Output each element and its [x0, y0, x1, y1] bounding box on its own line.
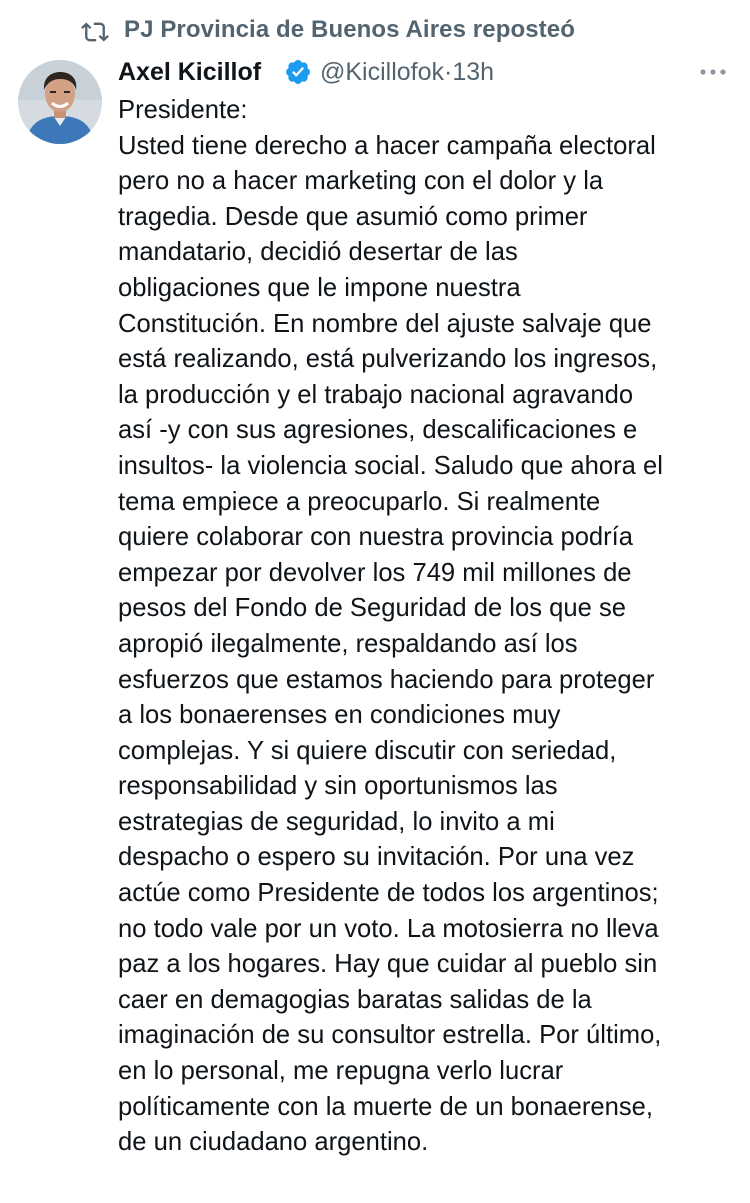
tweet-line: estrategias de seguridad, lo invito a mi	[118, 807, 555, 836]
time-separator: ·	[444, 58, 453, 86]
tweet-line: esfuerzos que estamos haciendo para proteger	[118, 665, 655, 694]
tweet-time[interactable]: 13h	[452, 58, 495, 86]
tweet-line: insultos- la violencia social. Saludo que ahora el	[118, 451, 663, 480]
tweet-line: responsabilidad y sin oportunismos las	[118, 772, 558, 801]
tweet-line: Constitución. En nombre del ajuste salvaje que	[118, 309, 652, 338]
tweet-line: apropió ilegalmente, respaldando así los	[118, 629, 578, 658]
tweet-text	[118, 93, 743, 1161]
more-options-icon[interactable]	[698, 66, 728, 78]
tweet-line: pesos del Fondo de Seguridad de los que se	[118, 594, 626, 623]
tweet-line: Presidente:	[118, 96, 248, 124]
tweet-line: Usted tiene derecho a hacer campaña electoral	[118, 131, 656, 160]
tweet-line: tema empiece a preocuparlo. Si realmente	[118, 487, 601, 516]
tweet-header	[118, 56, 738, 94]
tweet-line: de un ciudadano argentino.	[118, 1128, 429, 1157]
tweet-line: caer en demagogias baratas salidas de la	[118, 985, 592, 1014]
tweet-line: tragedia. Desde que asumió como primer	[118, 202, 588, 231]
tweet-line: despacho o espero su invitación. Por una vez	[118, 843, 635, 872]
author-handle[interactable]: @Kicillofok	[320, 58, 445, 86]
tweet-line: a los bonaerenses en condiciones muy	[118, 701, 561, 730]
tweet-line: quiere colaborar con nuestra provincia podría	[118, 523, 634, 552]
tweet-line: no todo vale por un voto. La motosierra no lleva	[118, 914, 659, 943]
tweet-line: así -y con sus agresiones, descalificaciones e	[118, 416, 638, 445]
tweet-line: está realizando, está pulverizando los ingresos,	[118, 345, 658, 374]
author-name[interactable]: Axel Kicillof	[118, 58, 262, 86]
avatar-image	[18, 60, 102, 144]
tweet-line: empezar por devolver los 749 mil millones de	[118, 558, 632, 587]
tweet-line: la producción y el trabajo nacional agravando	[118, 380, 634, 409]
tweet-line: pero no a hacer marketing con el dolor y la	[118, 167, 604, 196]
tweet-line: complejas. Y si quiere discutir con seriedad,	[118, 736, 617, 765]
tweet-line: políticamente con la muerte de un bonaerense,	[118, 1092, 653, 1121]
tweet-line: paz a los hogares. Hay que cuidar al pueblo sin	[118, 950, 658, 979]
tweet-line: obligaciones que le impone nuestra	[118, 273, 521, 302]
avatar[interactable]	[18, 60, 102, 144]
social-context	[0, 14, 750, 50]
repost-icon	[80, 18, 110, 46]
tweet-line: imaginación de su consultor estrella. Por último,	[118, 1021, 662, 1050]
tweet-line: en lo personal, me repugna verlo lucrar	[118, 1057, 564, 1086]
author-handle-and-time[interactable]	[320, 58, 494, 87]
repost-context-link[interactable]: PJ Provincia de Buenos Aires reposteó	[124, 16, 575, 43]
tweet-line: mandatario, decidió desertar de las	[118, 238, 518, 267]
tweet-line: actúe como Presidente de todos los argentinos;	[118, 879, 659, 908]
verified-badge-icon[interactable]	[284, 58, 312, 86]
